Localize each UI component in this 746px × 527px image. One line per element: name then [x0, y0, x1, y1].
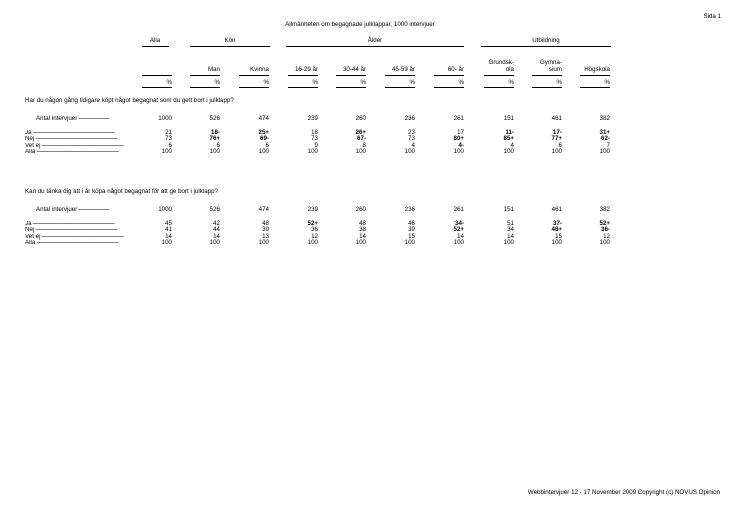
data-cell: 100 [453, 147, 464, 155]
base-cell: 260 [355, 206, 366, 213]
row-label: Ja -------------------------------------------------------- [25, 221, 115, 227]
page-label: Sida 1 [703, 13, 721, 20]
column-header-line1: Grundsk- [488, 59, 514, 66]
data-cell: 100 [503, 147, 514, 155]
row-label: Alla -------------------------------------------------------- [25, 239, 119, 246]
data-cell: 14 [507, 232, 514, 240]
data-cell: 31+ [599, 129, 610, 136]
base-cell: 151 [503, 115, 514, 122]
base-cell: 526 [209, 115, 220, 122]
data-cell: 18 [311, 129, 318, 136]
base-cell: 382 [599, 115, 610, 122]
column-header-line2: ola [505, 66, 514, 73]
base-cell: 526 [209, 206, 220, 213]
column-header: Kvinna [250, 66, 269, 73]
data-cell: 38 [359, 226, 366, 234]
report-title: Allmänheten om begagnade julklappar, 1000 intervjuer [285, 21, 435, 28]
column-percent: % [263, 79, 269, 86]
data-cell: 21 [165, 129, 172, 136]
base-cell: 151 [503, 206, 514, 213]
group-alla: Alla [149, 37, 161, 44]
footer-text: Webbintervjuer 12 - 17 November 2009 Copyright (c) NOVUS Opinion [527, 489, 720, 496]
data-cell: 45 [165, 220, 172, 227]
data-cell: 48+ [551, 226, 562, 234]
data-cell: 52+ [453, 226, 464, 234]
base-cell: 1000 [158, 206, 172, 213]
base-cell: 236 [404, 115, 415, 122]
base-cell: 261 [453, 206, 464, 213]
base-row-label: Antal intervjuer --------------------- [36, 206, 110, 213]
data-cell: 14 [457, 232, 464, 240]
data-cell: 34- [455, 220, 464, 227]
column-percent: % [409, 79, 415, 86]
data-cell: 6 [168, 141, 172, 149]
column-header: Man [207, 66, 220, 73]
data-cell: 80+ [453, 135, 464, 143]
data-cell: 13 [262, 232, 269, 240]
column-percent: % [508, 79, 514, 86]
question-text: Har du någon gång tidigare köpt något begagnat som du gett bort i julklapp? [25, 97, 234, 104]
base-cell: 461 [551, 115, 562, 122]
data-cell: 100 [258, 238, 269, 246]
data-cell: 12 [311, 232, 318, 240]
data-cell: 73 [311, 135, 318, 143]
base-cell: 236 [404, 206, 415, 213]
data-cell: 17 [457, 129, 464, 136]
data-cell: 41 [165, 226, 172, 234]
data-cell: 100 [307, 238, 318, 246]
data-cell: 100 [599, 238, 610, 246]
data-cell: 48 [359, 220, 366, 227]
data-cell: 48 [262, 220, 269, 227]
data-cell: 6 [216, 141, 220, 149]
data-cell: 76+ [209, 135, 220, 143]
data-cell: 100 [599, 147, 610, 155]
group-alder: Ålder [367, 37, 383, 44]
question-text: Kan du tänka dig att i år köpa något begagnat för att ge bort i julklapp? [25, 188, 218, 195]
data-cell: 100 [307, 147, 318, 155]
data-cell: 39 [262, 226, 269, 234]
data-cell: 8 [362, 141, 366, 149]
column-header: 30-44 år [342, 66, 366, 73]
data-cell: 36- [601, 226, 610, 234]
data-cell: 100 [355, 238, 366, 246]
base-cell: 382 [599, 206, 610, 213]
column-header-line1: Gymna- [539, 59, 562, 66]
base-cell: 1000 [158, 115, 172, 122]
column-header: 45-59 år [391, 66, 415, 73]
data-cell: 100 [404, 147, 415, 155]
column-header: Högskola [584, 66, 610, 73]
data-cell: 77+ [551, 135, 562, 143]
data-cell: 100 [209, 238, 220, 246]
data-cell: 67- [357, 135, 366, 143]
data-cell: 100 [503, 238, 514, 246]
data-cell: 42 [213, 220, 220, 227]
data-cell: 73 [408, 135, 415, 143]
data-cell: 52+ [307, 220, 318, 227]
group-kon: Kön [224, 37, 236, 44]
column-percent: % [166, 79, 172, 86]
data-cell: 100 [258, 147, 269, 155]
column-percent: % [214, 79, 220, 86]
data-cell: 15 [408, 232, 415, 240]
data-cell: 4 [510, 141, 514, 149]
data-cell: 7 [606, 141, 610, 149]
base-cell: 474 [258, 115, 269, 122]
data-cell: 62- [601, 135, 610, 143]
data-cell: 100 [209, 147, 220, 155]
data-cell: 39 [408, 226, 415, 234]
data-cell: 85+ [503, 135, 514, 143]
data-cell: 100 [404, 238, 415, 246]
data-cell: 4 [411, 141, 415, 149]
row-label: Ja -------------------------------------------------------- [25, 130, 115, 136]
data-cell: 44 [213, 226, 220, 234]
column-header-line2: sium [548, 66, 562, 73]
data-cell: 14 [213, 232, 220, 240]
row-label: Vet ej -------------------------------------------------------- [25, 142, 124, 149]
row-label: Vet ej -------------------------------------------------------- [25, 233, 124, 240]
data-cell: 52+ [599, 220, 610, 227]
column-percent: % [360, 79, 366, 86]
base-cell: 261 [453, 115, 464, 122]
data-cell: 14 [359, 232, 366, 240]
data-cell: 23 [408, 129, 415, 136]
data-cell: 6 [265, 141, 269, 149]
data-cell: 26+ [355, 129, 366, 136]
base-cell: 239 [307, 206, 318, 213]
data-cell: 37- [553, 220, 562, 227]
data-cell: 36 [311, 226, 318, 234]
data-cell: 100 [551, 147, 562, 155]
column-percent: % [458, 79, 464, 86]
column-percent: % [556, 79, 562, 86]
base-cell: 461 [551, 206, 562, 213]
group-utbildning: Utbildning [532, 37, 560, 44]
data-cell: 25+ [258, 129, 269, 136]
data-cell: 100 [161, 147, 172, 155]
base-cell: 474 [258, 206, 269, 213]
data-cell: 11- [505, 129, 514, 136]
data-cell: 14 [165, 232, 172, 240]
data-cell: 100 [355, 147, 366, 155]
data-cell: 100 [161, 238, 172, 246]
base-cell: 239 [307, 115, 318, 122]
data-cell: 51 [507, 220, 514, 227]
row-label: Alla -------------------------------------------------------- [25, 148, 119, 155]
data-cell: 100 [453, 238, 464, 246]
data-cell: 17- [553, 129, 562, 136]
column-header [528, 59, 562, 73]
data-cell: 15 [555, 232, 562, 240]
row-label: Nej -------------------------------------------------------- [25, 227, 118, 234]
data-cell: 18- [211, 129, 220, 136]
column-percent: % [312, 79, 318, 86]
column-percent: % [604, 79, 610, 86]
data-cell: 6 [558, 141, 562, 149]
column-header [480, 59, 514, 73]
column-header: 16-29 år [294, 66, 318, 73]
data-cell: 12 [603, 232, 610, 240]
data-cell: 9 [314, 141, 318, 149]
column-header: 60- år [447, 66, 464, 73]
data-cell: 34 [507, 226, 514, 234]
data-cell: 4- [458, 141, 464, 149]
data-cell: 69- [260, 135, 269, 143]
base-row-label: Antal intervjuer --------------------- [36, 115, 110, 122]
data-cell: 73 [165, 135, 172, 143]
row-label: Nej -------------------------------------------------------- [25, 136, 118, 143]
base-cell: 260 [355, 115, 366, 122]
data-cell: 46 [408, 220, 415, 227]
data-cell: 100 [551, 238, 562, 246]
